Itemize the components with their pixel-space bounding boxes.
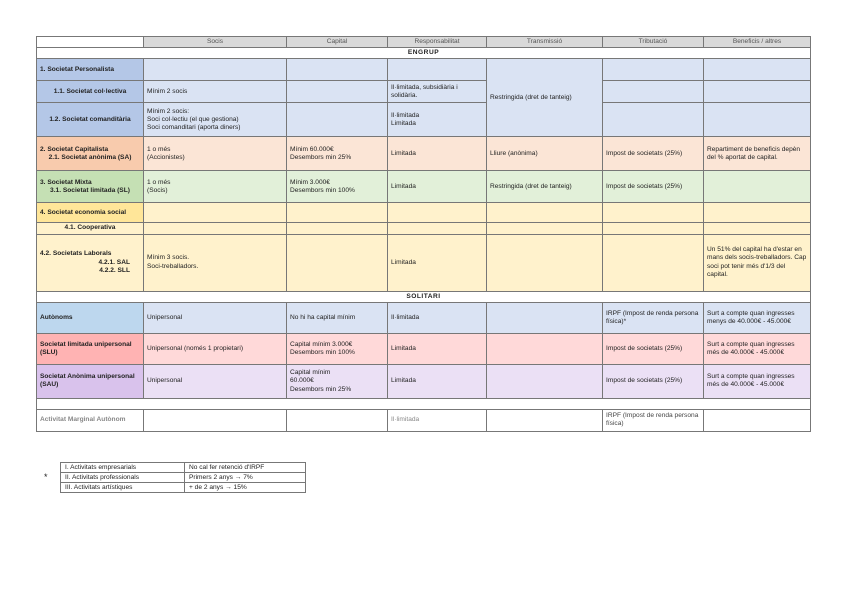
- cell-slu-responsabilitat: Limitada: [388, 333, 487, 364]
- header-transmissio: Transmissió: [487, 37, 603, 48]
- header-socis: Socis: [144, 37, 287, 48]
- cell-slu-beneficis: Surt a compte quan ingresses més de 40.000€ - 45.000€: [704, 333, 811, 364]
- header-responsabilitat: Responsabilitat: [388, 37, 487, 48]
- cell-sl-transmissio: Restringida (dret de tanteig): [487, 171, 603, 203]
- row-capitalista: [37, 137, 811, 171]
- cell-sl-responsabilitat: Limitada: [388, 171, 487, 203]
- label-marginal: Activitat Marginal Autònom: [37, 409, 144, 431]
- cell-sl-socis: 1 o més (Socis): [144, 171, 287, 203]
- cell-marginal-responsabilitat: Il·limitada: [388, 409, 487, 431]
- label-mixta: 3. Societat Mixta 3.1. Societat limitada (SL): [37, 171, 144, 203]
- cell-marginal-tributacio: IRPF (Impost de renda persona física): [603, 409, 704, 431]
- cell-slu-tributacio: Impost de societats (25%): [603, 333, 704, 364]
- cell-sa-beneficis: Repartiment de beneficis depèn del % aportat de capital.: [704, 137, 811, 171]
- cell-autonoms-tributacio: IRPF (Impost de renda persona física)*: [603, 302, 704, 333]
- cell-sa-responsabilitat: Limitada: [388, 137, 487, 171]
- cell-sl-capital: Mínim 3.000€ Desembors min 100%: [287, 171, 388, 203]
- cell-colectiva-responsabilitat: Il·limitada, subsidiària i solidària.: [388, 81, 487, 103]
- cell-sau-capital: Capital mínim 60.000€ Desembors min 25%: [287, 364, 388, 398]
- header-tributacio: Tributació: [603, 37, 704, 48]
- footnote-row: III. Activitats artístiques + de 2 anys → 15%: [61, 483, 306, 493]
- cell-sl-tributacio: Impost de societats (25%): [603, 171, 704, 203]
- cell-comanditaria-responsabilitat: Il·limitada Limitada: [388, 103, 487, 137]
- label-capitalista: 2. Societat Capitalista 2.1. Societat anònima (SA): [37, 137, 144, 171]
- company-types-table: [36, 36, 811, 432]
- label-comanditaria: 1.2. Societat comanditària: [37, 103, 144, 137]
- cell-sa-socis: 1 o més (Accionistes): [144, 137, 287, 171]
- row-sau: [37, 364, 811, 398]
- cell-sa-capital: Mínim 60.000€ Desembors min 25%: [287, 137, 388, 171]
- label-personalista: 1. Societat Personalista: [37, 59, 144, 81]
- row-mixta: [37, 171, 811, 203]
- cell-slu-capital: Capital mínim 3.000€ Desembors min 100%: [287, 333, 388, 364]
- footnote-table: [60, 462, 306, 493]
- label-laborals: 4.2. Societats Laborals 4.2.1. SAL 4.2.2. SLL: [37, 234, 144, 291]
- header-row: [37, 37, 811, 48]
- footnote-row: I. Activitats empresarials No cal fer retenció d'IRPF: [61, 463, 306, 473]
- row-colectiva: [37, 81, 811, 103]
- cell-sau-tributacio: Impost de societats (25%): [603, 364, 704, 398]
- cell-autonoms-capital: No hi ha capital mínim: [287, 302, 388, 333]
- row-cooperativa: [37, 223, 811, 234]
- cell-colectiva-socis: Mínim 2 socis: [144, 81, 287, 103]
- section-solitari: SOLITARI: [37, 291, 811, 302]
- label-sau: Societat Anònima unipersonal (SAU): [37, 364, 144, 398]
- label-colectiva: 1.1. Societat col·lectiva: [37, 81, 144, 103]
- label-slu: Societat limitada unipersonal (SLU): [37, 333, 144, 364]
- cell-personalista-transmissio: Restringida (dret de tanteig): [487, 59, 603, 137]
- row-autonoms: [37, 302, 811, 333]
- section-engrup: ENGRUP: [37, 48, 811, 59]
- footnote-marker: *: [44, 472, 48, 482]
- row-personalista: [37, 59, 811, 81]
- footnote-row: II. Activitats professionals Primers 2 anys → 7%: [61, 473, 306, 483]
- cell-laborals-socis: Mínim 3 socis. Soci-treballadors.: [144, 234, 287, 291]
- row-laborals: [37, 234, 811, 291]
- cell-sa-tributacio: Impost de societats (25%): [603, 137, 704, 171]
- label-economia: 4. Societat economia social: [37, 203, 144, 223]
- cell-autonoms-responsabilitat: Il·limitada: [388, 302, 487, 333]
- label-cooperativa: 4.1. Cooperativa: [37, 223, 144, 234]
- cell-laborals-beneficis: Un 51% del capital ha d'estar en mans dels socis-treballadors. Cap soci pot tenir més d'1/3 del capital.: [704, 234, 811, 291]
- cell-comanditaria-socis: Mínim 2 socis: Soci col·lectiu (el que gestiona) Soci comanditari (aporta diners): [144, 103, 287, 137]
- row-economia: [37, 203, 811, 223]
- cell-slu-socis: Unipersonal (només 1 propietari): [144, 333, 287, 364]
- label-autonoms: Autònoms: [37, 302, 144, 333]
- cell-autonoms-socis: Unipersonal: [144, 302, 287, 333]
- header-beneficis: Beneficis / altres: [704, 37, 811, 48]
- cell-autonoms-beneficis: Surt a compte quan ingresses menys de 40.000€ - 45.000€: [704, 302, 811, 333]
- cell-sa-transmissio: Lliure (anònima): [487, 137, 603, 171]
- header-capital: Capital: [287, 37, 388, 48]
- row-comanditaria: [37, 103, 811, 137]
- cell-laborals-responsabilitat: Limitada: [388, 234, 487, 291]
- cell-sau-socis: Unipersonal: [144, 364, 287, 398]
- row-slu: [37, 333, 811, 364]
- cell-sau-responsabilitat: Limitada: [388, 364, 487, 398]
- cell-sau-beneficis: Surt a compte quan ingresses més de 40.000€ - 45.000€: [704, 364, 811, 398]
- row-marginal: [37, 409, 811, 431]
